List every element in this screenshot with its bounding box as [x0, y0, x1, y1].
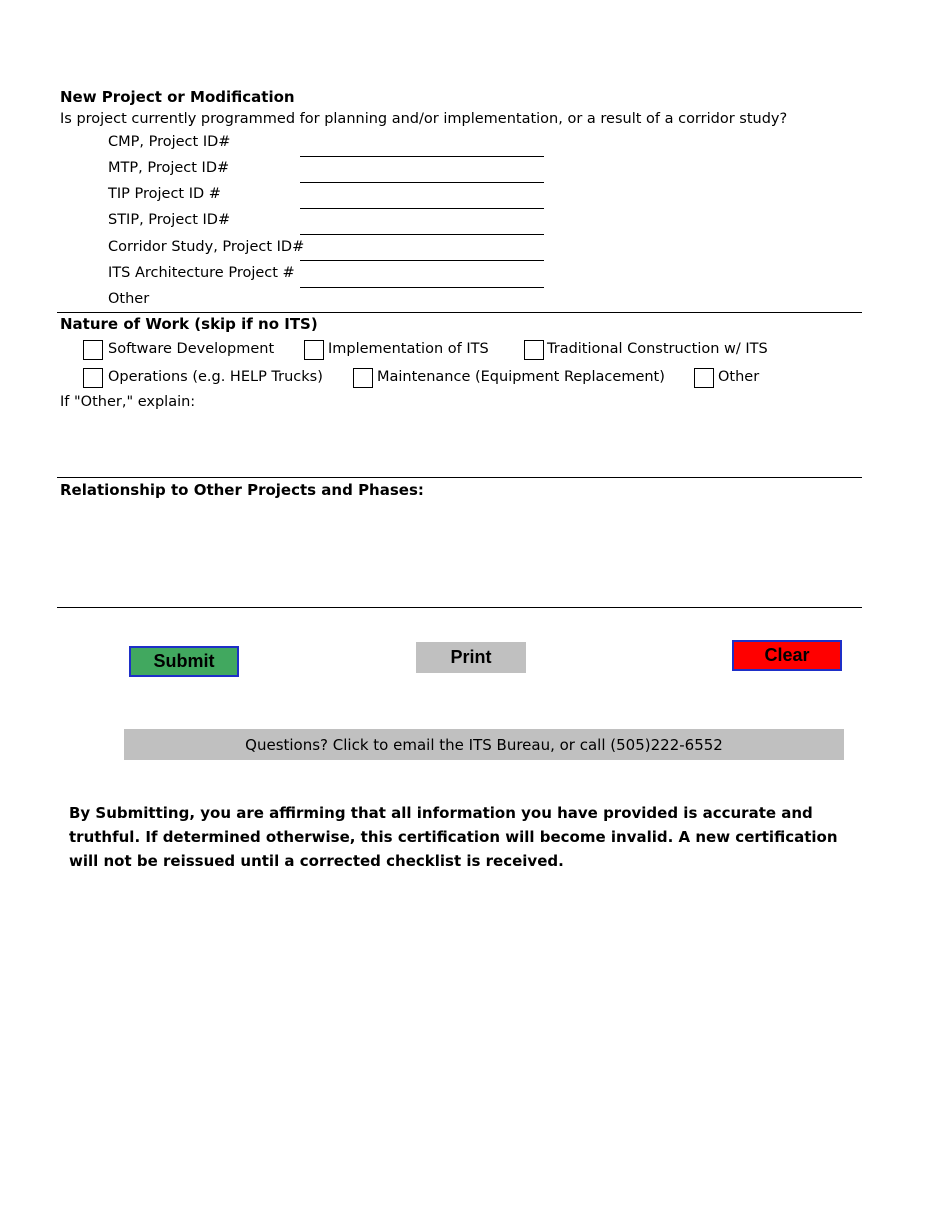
- traditional-construction-checkbox[interactable]: [524, 340, 544, 360]
- software-development-checkbox[interactable]: [83, 340, 103, 360]
- software-development-label: Software Development: [108, 341, 275, 357]
- cmp-label: CMP, Project ID#: [108, 134, 231, 150]
- corridor-study-label: Corridor Study, Project ID#: [108, 239, 305, 255]
- cmp-project-id-input[interactable]: [300, 137, 544, 157]
- section-title-nature-of-work: Nature of Work (skip if no ITS): [60, 315, 318, 333]
- stip-project-id-input[interactable]: [300, 215, 544, 235]
- print-button[interactable]: Print: [416, 642, 526, 673]
- tip-project-id-input[interactable]: [300, 189, 544, 209]
- corridor-study-project-id-input[interactable]: [300, 241, 544, 261]
- maintenance-label: Maintenance (Equipment Replacement): [377, 369, 665, 385]
- questions-email-link[interactable]: Questions? Click to email the ITS Bureau, or call (505)222-6552: [124, 729, 844, 760]
- section-title-relationship: Relationship to Other Projects and Phases:: [60, 481, 424, 499]
- submit-button[interactable]: Submit: [129, 646, 239, 677]
- other-explain-label: If "Other," explain:: [60, 394, 196, 410]
- mtp-label: MTP, Project ID#: [108, 160, 230, 176]
- operations-checkbox[interactable]: [83, 368, 103, 388]
- implementation-of-its-label: Implementation of ITS: [328, 341, 489, 357]
- divider: [57, 607, 862, 608]
- traditional-construction-label: Traditional Construction w/ ITS: [547, 341, 768, 357]
- other-nature-label: Other: [718, 369, 760, 385]
- its-architecture-project-input[interactable]: [300, 268, 544, 288]
- its-architecture-label: ITS Architecture Project #: [108, 265, 295, 281]
- other-nature-checkbox[interactable]: [694, 368, 714, 388]
- stip-label: STIP, Project ID#: [108, 212, 231, 228]
- tip-label: TIP Project ID #: [108, 186, 221, 202]
- divider: [57, 312, 862, 313]
- other-explain-input[interactable]: [60, 413, 860, 473]
- relationship-input[interactable]: [60, 503, 860, 603]
- section-title-new-project: New Project or Modification: [60, 88, 295, 106]
- other-label: Other: [108, 291, 150, 307]
- affirmation-text: By Submitting, you are affirming that all information you have provided is accurate and truthful. If determined otherwise, this certification will become invalid. A new certification will not be reissued until a corrected checklist is received.: [69, 804, 838, 870]
- maintenance-checkbox[interactable]: [353, 368, 373, 388]
- clear-button[interactable]: Clear: [732, 640, 842, 671]
- mtp-project-id-input[interactable]: [300, 163, 544, 183]
- implementation-of-its-checkbox[interactable]: [304, 340, 324, 360]
- divider: [57, 477, 862, 478]
- operations-label: Operations (e.g. HELP Trucks): [108, 369, 323, 385]
- programmed-question: Is project currently programmed for planning and/or implementation, or a result of a corridor study?: [60, 111, 788, 127]
